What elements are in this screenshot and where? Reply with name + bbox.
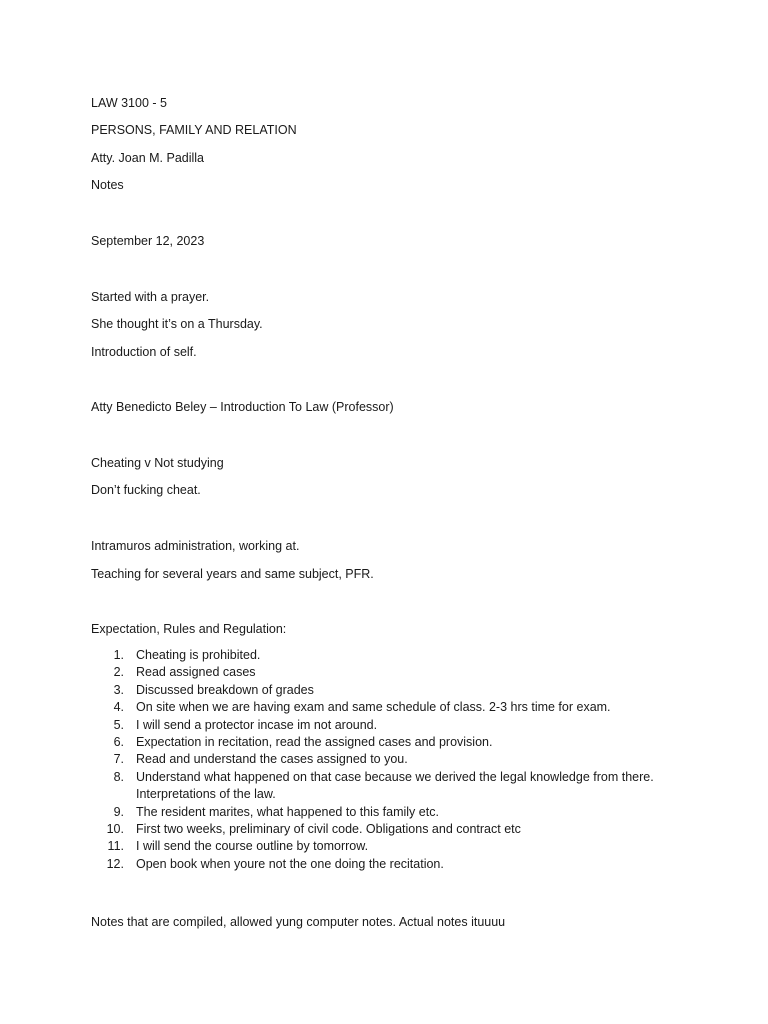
course-title: PERSONS, FAMILY AND RELATION <box>91 123 297 137</box>
instructor-name: Atty. Joan M. Padilla <box>91 151 205 165</box>
list-number: 9. <box>113 804 124 819</box>
list-text-continuation: Interpretations of the law. <box>136 787 276 802</box>
list-item <box>91 734 731 751</box>
rules-heading: Expectation, Rules and Regulation: <box>91 622 287 636</box>
list-item <box>91 838 731 855</box>
rules-list <box>91 647 731 873</box>
list-number: 12. <box>106 856 124 871</box>
list-text: Open book when youre not the one doing the recitation. <box>136 856 444 871</box>
intro-line: She thought it’s on a Thursday. <box>91 317 263 331</box>
list-text: I will send a protector incase im not around. <box>136 717 378 732</box>
list-item <box>91 664 731 681</box>
cheating-line: Cheating v Not studying <box>91 456 224 470</box>
list-text: On site when we are having exam and same schedule of class. 2-3 hrs time for exam. <box>136 700 611 715</box>
list-item <box>91 856 731 873</box>
background-line: Intramuros administration, working at. <box>91 539 300 553</box>
list-number: 2. <box>113 665 124 680</box>
list-number: 5. <box>113 717 124 732</box>
list-number: 6. <box>113 735 124 750</box>
list-number: 4. <box>113 700 124 715</box>
list-number: 7. <box>113 752 124 767</box>
list-number: 3. <box>113 682 124 697</box>
list-text: First two weeks, preliminary of civil code. Obligations and contract etc <box>136 822 521 837</box>
doc-label: Notes <box>91 178 124 192</box>
background-line: Teaching for several years and same subject, PFR. <box>91 567 374 581</box>
list-text: Expectation in recitation, read the assigned cases and provision. <box>136 735 493 750</box>
list-item <box>91 647 731 664</box>
list-item <box>91 717 731 734</box>
list-number: 10. <box>106 822 124 837</box>
list-text: Understand what happened on that case because we derived the legal knowledge from there. <box>136 769 654 784</box>
intro-line: Started with a prayer. <box>91 290 210 304</box>
list-text: Cheating is prohibited. <box>136 648 261 662</box>
list-number: 1. <box>113 648 124 662</box>
list-number: 8. <box>113 769 124 784</box>
course-code: LAW 3100 - 5 <box>91 96 167 110</box>
intro-line: Introduction of self. <box>91 345 197 359</box>
footer-note: Notes that are compiled, allowed yung computer notes. Actual notes ituuuu <box>91 915 506 929</box>
list-item <box>91 682 731 699</box>
list-text: The resident marites, what happened to this family etc. <box>136 804 439 819</box>
cheating-line: Don’t fucking cheat. <box>91 483 201 497</box>
list-item <box>91 821 731 838</box>
list-item <box>91 804 731 821</box>
list-item <box>91 751 731 768</box>
list-text: Read and understand the cases assigned to you. <box>136 752 408 767</box>
list-item <box>91 769 731 804</box>
list-item <box>91 699 731 716</box>
list-text: Discussed breakdown of grades <box>136 682 314 697</box>
list-text: Read assigned cases <box>136 665 256 680</box>
list-text: I will send the course outline by tomorrow. <box>136 839 369 854</box>
list-number: 11. <box>107 839 124 854</box>
reference-line: Atty Benedicto Beley – Introduction To Law (Professor) <box>91 400 394 414</box>
note-date: September 12, 2023 <box>91 234 205 248</box>
